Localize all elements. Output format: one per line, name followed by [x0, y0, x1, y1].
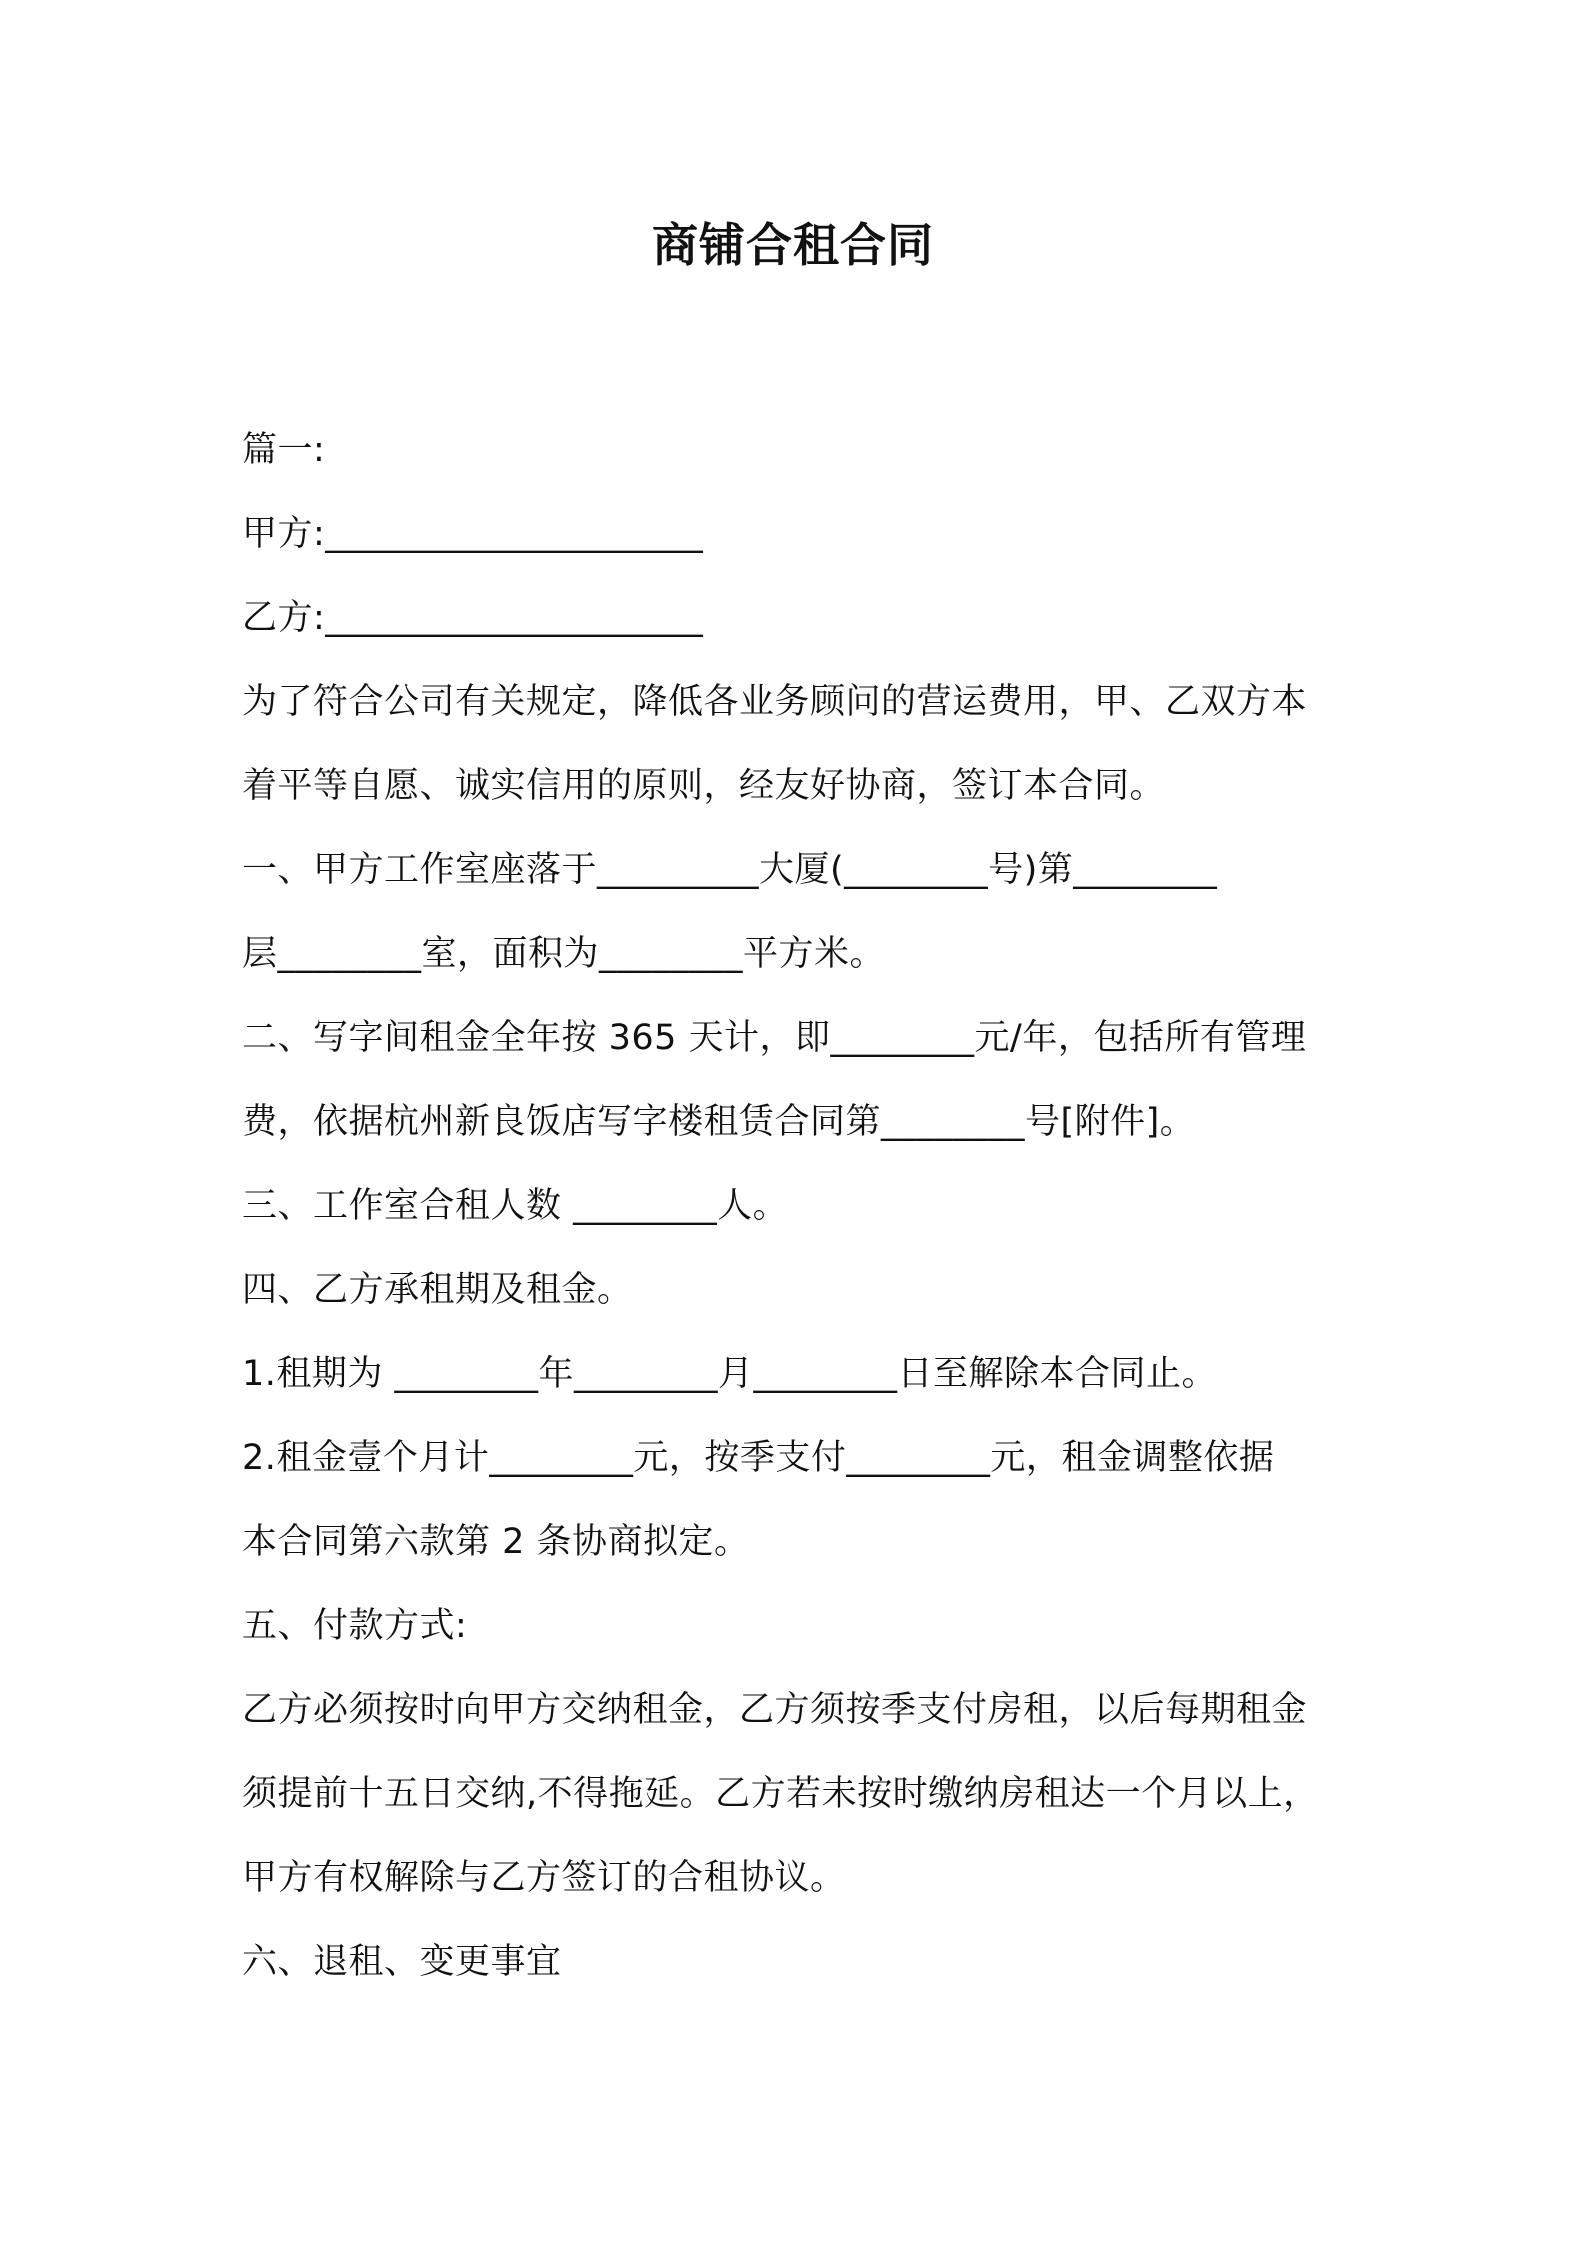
clause-1-line-1: 一、甲方工作室座落于_________大厦(________号)第________ [242, 850, 1218, 890]
clause-4-heading: 四、乙方承租期及租金。 [242, 1270, 633, 1310]
party-a-line: 甲方:_____________________ [242, 514, 704, 554]
clause-3-line: 三、工作室合租人数 ________人。 [242, 1186, 789, 1226]
clause-5-line-2: 须提前十五日交纳,不得拖延。乙方若未按时缴纳房租达一个月以上， [242, 1774, 1319, 1814]
document-body [242, 408, 1350, 2004]
clause-5-heading: 五、付款方式: [242, 1606, 468, 1646]
clause-5-line-3: 甲方有权解除与乙方签订的合租协议。 [242, 1858, 846, 1898]
preamble-line-2: 着平等自愿、诚实信用的原则，经友好协商，签订本合同。 [242, 766, 1166, 806]
clause-1-line-2: 层________室，面积为________平方米。 [242, 934, 886, 974]
document-title: 商铺合租合同 [652, 218, 934, 272]
clause-4-item-2-line-1: 2.租金壹个月计________元，按季支付________元，租金调整依据 [242, 1438, 1275, 1478]
party-b-line: 乙方:_____________________ [242, 598, 704, 638]
clause-2-line-1: 二、写字间租金全年按 365 天计，即________元/年，包括所有管理 [242, 1018, 1307, 1058]
preamble-line-1: 为了符合公司有关规定，降低各业务顾问的营运费用，甲、乙双方本 [242, 682, 1308, 722]
clause-4-item-1: 1.租期为 ________年________月________日至解除本合同止。 [242, 1354, 1218, 1394]
clause-5-line-1: 乙方必须按时向甲方交纳租金，乙方须按季支付房租，以后每期租金 [242, 1690, 1308, 1730]
clause-2-line-2: 费，依据杭州新良饭店写字楼租赁合同第________号[附件]。 [242, 1102, 1196, 1142]
clause-4-item-2-line-2: 本合同第六款第 2 条协商拟定。 [242, 1522, 750, 1562]
section-heading-part-one: 篇一: [242, 430, 326, 470]
clause-6-heading: 六、退租、变更事宜 [242, 1942, 562, 1982]
